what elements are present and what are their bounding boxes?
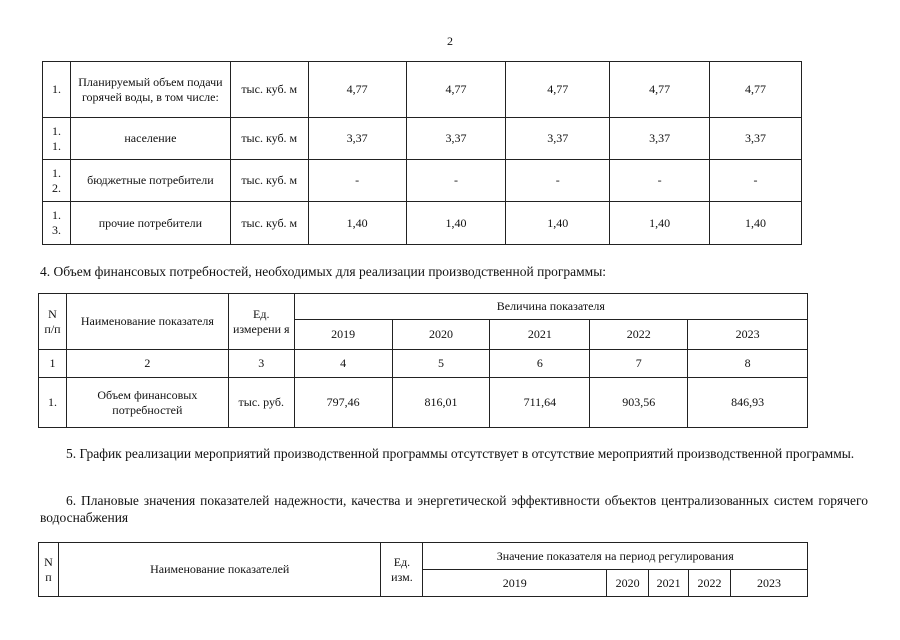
value-cell: 846,93 (688, 378, 808, 428)
indicator-name: население (70, 118, 230, 160)
value-cell: 3,37 (610, 118, 710, 160)
header-unit: Ед. измерени я (228, 294, 294, 350)
unit-cell: тыс. руб. (228, 378, 294, 428)
section-5-text: 5. График реализации мероприятий производственной программы отсутствует в отсутствие мероприятий производственной программы. (66, 446, 855, 461)
financial-needs-table (38, 293, 808, 428)
indicator-name: Планируемый объем подачи горячей воды, в том числе: (70, 62, 230, 118)
column-number: 6 (490, 350, 590, 378)
year-header: 2020 (607, 570, 649, 597)
year-header: 2022 (590, 320, 688, 350)
value-cell: 1,40 (610, 202, 710, 245)
value-cell: 797,46 (294, 378, 392, 428)
year-header: 2022 (689, 570, 731, 597)
value-cell: - (506, 160, 610, 202)
value-cell: 3,37 (308, 118, 406, 160)
table-row (43, 202, 802, 245)
value-cell: 3,37 (406, 118, 506, 160)
value-cell: 4,77 (610, 62, 710, 118)
header-num: N п (39, 543, 59, 597)
column-number: 4 (294, 350, 392, 378)
column-number: 5 (392, 350, 490, 378)
indicator-name: бюджетные потребители (70, 160, 230, 202)
value-cell: 816,01 (392, 378, 490, 428)
value-cell: 1,40 (308, 202, 406, 245)
unit-cell: тыс. куб. м (230, 160, 308, 202)
section-4-title: 4. Объем финансовых потребностей, необходимых для реализации производственной программы: (40, 264, 607, 279)
water-supply-table (42, 61, 802, 245)
column-number: 2 (66, 350, 228, 378)
value-cell: 4,77 (308, 62, 406, 118)
row-number: 1. (43, 62, 71, 118)
unit-cell: тыс. куб. м (230, 62, 308, 118)
column-number: 1 (39, 350, 67, 378)
table-row (43, 118, 802, 160)
column-number: 7 (590, 350, 688, 378)
indicator-name: Объем финансовых потребностей (66, 378, 228, 428)
header-unit: Ед. изм. (381, 543, 423, 597)
row-number: 1. 3. (43, 202, 71, 245)
value-cell: 4,77 (506, 62, 610, 118)
header-num: N п/п (39, 294, 67, 350)
indicators-table (38, 542, 808, 597)
column-number: 8 (688, 350, 808, 378)
row-number: 1. 2. (43, 160, 71, 202)
value-cell: - (308, 160, 406, 202)
header-name: Наименование показателя (66, 294, 228, 350)
value-cell: 3,37 (506, 118, 610, 160)
value-cell: 711,64 (490, 378, 590, 428)
unit-cell: тыс. куб. м (230, 118, 308, 160)
page-number: 2 (447, 34, 453, 48)
section-6-text: 6. Плановые значения показателей надежности, качества и энергетической эффективности объектов централизованных систем горячего водоснабжения (40, 493, 868, 525)
year-header: 2021 (490, 320, 590, 350)
table-row (43, 160, 802, 202)
value-cell: - (610, 160, 710, 202)
year-header: 2023 (688, 320, 808, 350)
column-number: 3 (228, 350, 294, 378)
value-cell: 1,40 (406, 202, 506, 245)
value-cell: 4,77 (406, 62, 506, 118)
year-header: 2019 (423, 570, 607, 597)
year-header: 2019 (294, 320, 392, 350)
header-value: Величина показателя (294, 294, 807, 320)
column-number-row (39, 350, 808, 378)
row-number: 1. 1. (43, 118, 71, 160)
value-cell: 1,40 (710, 202, 802, 245)
unit-cell: тыс. куб. м (230, 202, 308, 245)
value-cell: 903,56 (590, 378, 688, 428)
value-cell: 1,40 (506, 202, 610, 245)
indicator-name: прочие потребители (70, 202, 230, 245)
row-number: 1. (39, 378, 67, 428)
header-value: Значение показателя на период регулирования (423, 543, 808, 570)
year-header: 2021 (649, 570, 689, 597)
value-cell: 3,37 (710, 118, 802, 160)
value-cell: 4,77 (710, 62, 802, 118)
value-cell: - (710, 160, 802, 202)
header-name: Наименование показателей (58, 543, 381, 597)
value-cell: - (406, 160, 506, 202)
year-header: 2020 (392, 320, 490, 350)
table-row (43, 62, 802, 118)
table-row (39, 378, 808, 428)
year-header: 2023 (731, 570, 808, 597)
